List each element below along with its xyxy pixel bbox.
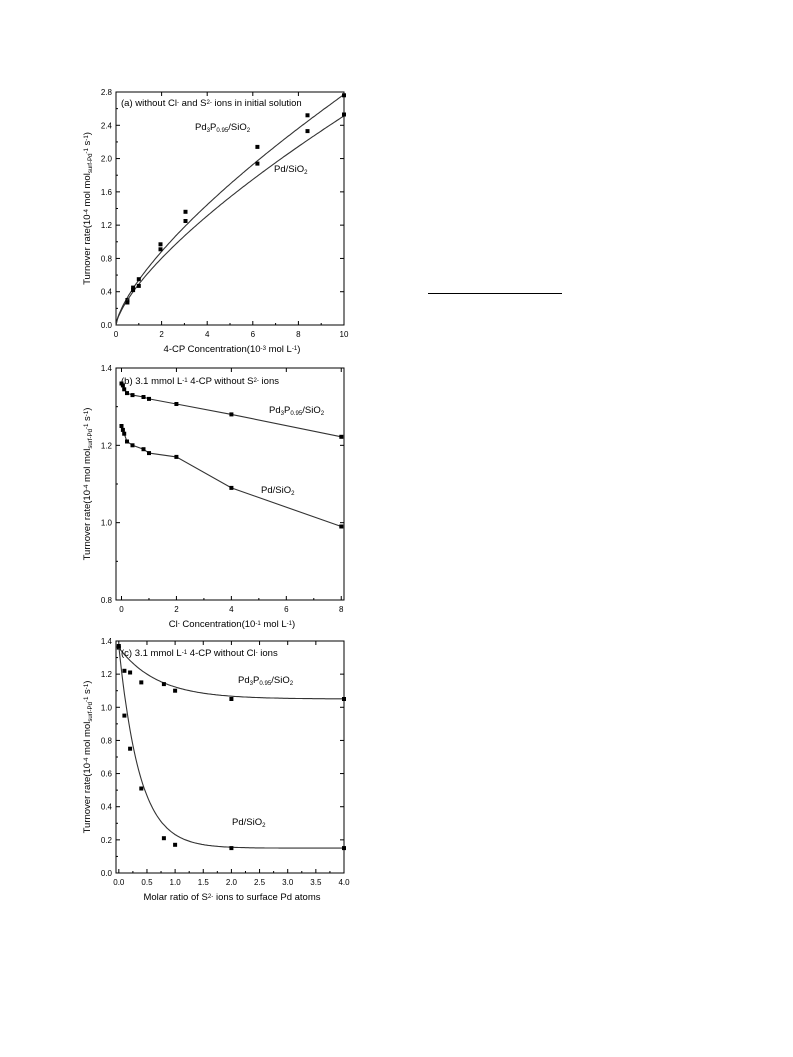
y-tick-label: 0.4	[100, 287, 112, 297]
x-tick-label: 3.0	[282, 878, 294, 887]
data-point-pd3p-sio2	[122, 669, 126, 673]
data-point-pd3p-sio2	[339, 435, 343, 439]
y-tick-label: 0.4	[100, 802, 112, 812]
x-tick-label: 4	[204, 330, 210, 339]
data-point-pd-sio2	[120, 424, 124, 428]
x-tick-label: 8	[339, 605, 344, 614]
x-tick-label: 2.5	[253, 878, 266, 887]
data-point-pd3p-sio2	[159, 242, 163, 246]
x-tick-label: 0	[119, 605, 124, 614]
series-line-pd-sio2	[116, 116, 344, 325]
panel-title: (a) without Cl- and S2- ions in initial solution	[121, 98, 302, 109]
data-point-pd-sio2	[229, 846, 233, 850]
x-tick-label: 2.0	[225, 878, 237, 887]
data-point-pd3p-sio2	[229, 697, 233, 701]
x-tick-label: 0.5	[141, 878, 153, 887]
y-tick-label: 0.8	[100, 254, 112, 264]
chart-panel-b	[82, 364, 344, 630]
x-tick-label: 6	[284, 605, 289, 614]
y-tick-label: 0.0	[100, 869, 112, 878]
data-point-pd3p-sio2	[184, 210, 188, 214]
data-point-pd-sio2	[139, 787, 143, 791]
data-point-pd-sio2	[184, 219, 188, 223]
series-line-pd-sio2	[122, 426, 342, 527]
data-point-pd-sio2	[229, 486, 233, 490]
data-point-pd-sio2	[125, 301, 129, 305]
data-point-pd-sio2	[306, 129, 310, 133]
y-tick-label: 0.8	[100, 736, 112, 746]
data-point-pd3p-sio2	[122, 387, 126, 391]
data-point-pd3p-sio2	[128, 671, 132, 675]
data-point-pd-sio2	[122, 714, 126, 718]
y-tick-label: 0.2	[100, 835, 112, 845]
chart-panel-a	[82, 88, 349, 355]
data-point-pd3p-sio2	[162, 682, 166, 686]
data-point-pd-sio2	[142, 447, 146, 451]
x-tick-label: 1.5	[197, 878, 209, 887]
data-point-pd-sio2	[255, 162, 259, 166]
data-point-pd-sio2	[122, 432, 126, 436]
data-point-pd-sio2	[174, 455, 178, 459]
data-point-pd-sio2	[159, 247, 163, 251]
series-label-pd-sio2: Pd/SiO2	[232, 817, 266, 829]
y-tick-label: 1.6	[100, 187, 112, 197]
series-label-pd3p-sio2: Pd3P0.95/SiO2	[195, 122, 251, 134]
data-point-pd-sio2	[162, 836, 166, 840]
data-point-pd-sio2	[125, 440, 129, 444]
series-label-pd-sio2: Pd/SiO2	[261, 485, 295, 497]
y-tick-label: 0.0	[100, 321, 112, 330]
data-point-pd3p-sio2	[173, 689, 177, 693]
data-point-pd-sio2	[342, 846, 346, 850]
y-tick-label: 1.4	[100, 364, 112, 373]
x-tick-label: 4.0	[338, 878, 350, 887]
y-tick-label: 1.4	[100, 637, 112, 646]
data-point-pd-sio2	[147, 451, 151, 455]
y-tick-label: 0.6	[100, 769, 112, 779]
y-tick-label: 2.8	[100, 88, 112, 97]
x-tick-label: 0	[113, 330, 119, 339]
y-axis-label: Turnover rate(10-4 mol molsurf-Pd-1 s-1)	[82, 407, 94, 561]
x-tick-label: 4	[229, 605, 234, 614]
y-tick-label: 1.2	[100, 441, 112, 451]
data-point-pd-sio2	[137, 284, 141, 288]
panel-title: (b) 3.1 mmol L-1 4-CP without S2- ions	[121, 376, 279, 387]
y-axis-label: Turnover rate(10-4 mol molsurf-Pd-1 s-1)	[82, 132, 94, 285]
y-tick-label: 0.8	[100, 596, 112, 605]
x-axis-label: Molar ratio of S2- ions to surface Pd atoms	[143, 892, 321, 903]
x-tick-label: 0.0	[113, 878, 125, 887]
data-point-pd3p-sio2	[255, 145, 259, 149]
data-point-pd-sio2	[339, 525, 343, 529]
data-point-pd-sio2	[121, 428, 125, 432]
x-tick-label: 1.0	[169, 878, 181, 887]
x-tick-label: 2	[174, 605, 179, 614]
data-point-pd-sio2	[131, 288, 135, 292]
data-point-pd3p-sio2	[306, 113, 310, 117]
y-tick-label: 1.0	[100, 703, 112, 713]
x-tick-label: 2	[159, 330, 164, 339]
panel-title: (c) 3.1 mmol L-1 4-CP without Cl- ions	[121, 648, 278, 659]
y-tick-label: 2.0	[100, 154, 112, 164]
series-label-pd3p-sio2: Pd3P0.95/SiO2	[238, 675, 294, 687]
plot-frame	[116, 368, 344, 600]
data-point-pd3p-sio2	[147, 397, 151, 401]
data-point-pd3p-sio2	[342, 697, 346, 701]
x-tick-label: 8	[296, 330, 301, 339]
y-axis-label: Turnover rate(10-4 mol molsurf-Pd-1 s-1)	[82, 680, 94, 834]
x-axis-label: 4-CP Concentration(10-3 mol L-1)	[163, 344, 301, 355]
data-point-pd3p-sio2	[131, 393, 135, 397]
y-tick-label: 2.4	[100, 121, 112, 131]
data-point-pd3p-sio2	[139, 680, 143, 684]
data-point-pd3p-sio2	[137, 277, 141, 281]
y-tick-label: 1.0	[100, 518, 112, 528]
data-point-pd3p-sio2	[142, 395, 146, 399]
data-point-pd-sio2	[131, 443, 135, 447]
data-point-pd-sio2	[128, 747, 132, 751]
x-tick-label: 3.5	[310, 878, 322, 887]
data-point-pd3p-sio2	[342, 93, 346, 97]
data-point-pd3p-sio2	[125, 391, 129, 395]
data-point-pd-sio2	[173, 843, 177, 847]
y-tick-label: 1.2	[100, 670, 112, 680]
chart-panel-c	[82, 637, 350, 903]
x-axis-label: Cl- Concentration(10-1 mol L-1)	[168, 619, 296, 630]
x-tick-label: 10	[339, 330, 349, 339]
data-point-pd-sio2	[342, 113, 346, 117]
y-tick-label: 1.2	[100, 221, 112, 231]
x-tick-label: 6	[250, 330, 256, 339]
data-point-pd3p-sio2	[174, 402, 178, 406]
series-label-pd-sio2: Pd/SiO2	[274, 164, 308, 176]
horizontal-rule	[428, 293, 562, 294]
series-label-pd3p-sio2: Pd3P0.95/SiO2	[269, 405, 325, 417]
data-point-pd3p-sio2	[229, 412, 233, 416]
